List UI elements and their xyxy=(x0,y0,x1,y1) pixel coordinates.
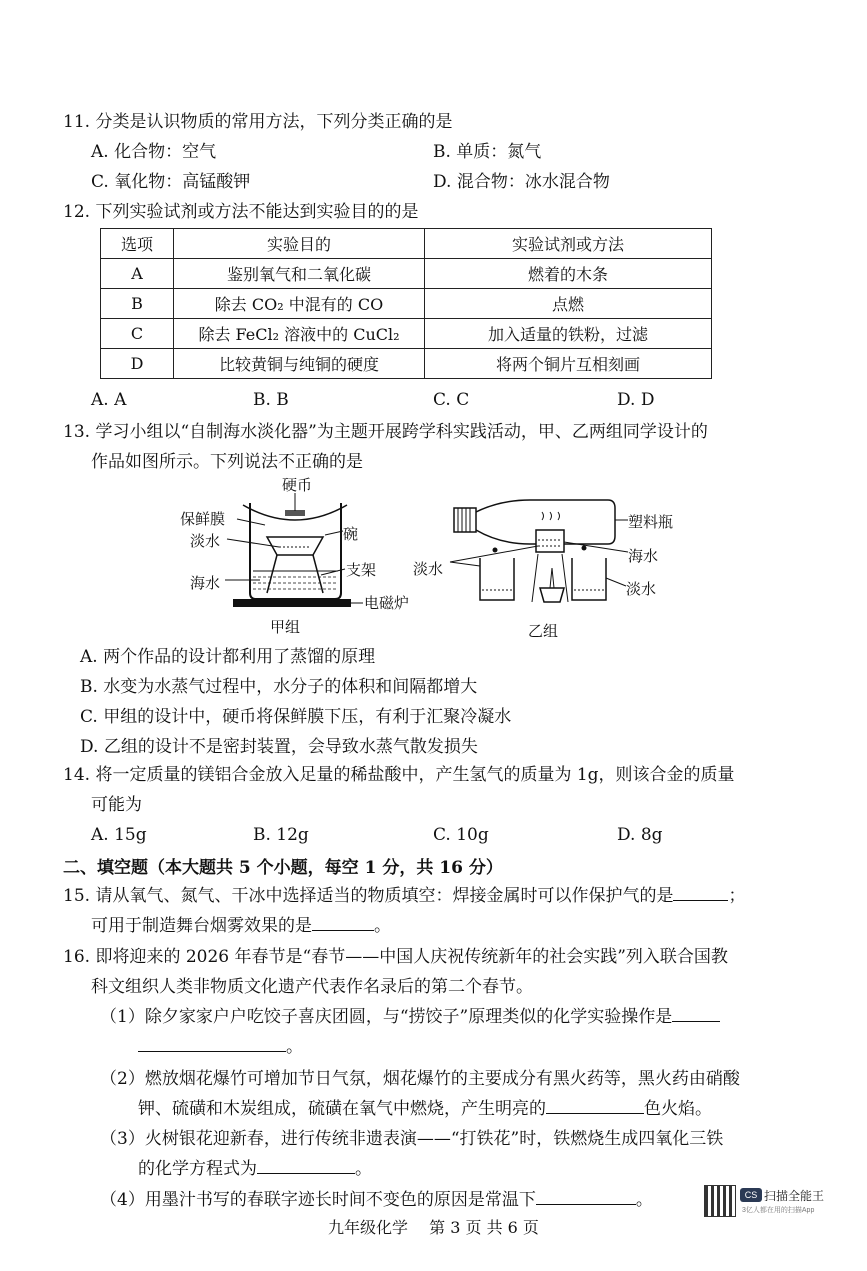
yi-label-bottle: 塑料瓶 xyxy=(628,513,674,531)
cell-option: D xyxy=(101,349,174,379)
q16-part1-text: （1）除夕家家户户吃饺子喜庆团圆，与“捞饺子”原理类似的化学实验操作是 xyxy=(100,1007,673,1027)
yi-label-fresh-left: 淡水 xyxy=(413,560,444,578)
table-header-row xyxy=(101,229,712,259)
q12-option-a: A. A xyxy=(91,390,127,410)
q11-option-a: A. 化合物：空气 xyxy=(91,142,217,162)
q12-option-d: D. D xyxy=(617,390,655,410)
q12-table xyxy=(100,228,712,379)
watermark-brand: 扫描全能王 xyxy=(764,1189,825,1203)
q14-stem-line2: 可能为 xyxy=(91,795,142,815)
answer-blank[interactable] xyxy=(138,1035,286,1052)
cell-method: 点燃 xyxy=(425,289,712,319)
q16-part3-cont xyxy=(138,1157,372,1181)
q12-stem: 12. 下列实验试剂或方法不能达到实验目的的是 xyxy=(63,202,419,222)
cell-option: A xyxy=(101,259,174,289)
section-title-fill-in: 二、填空题（本大题共 5 个小题，每空 1 分，共 16 分） xyxy=(63,858,503,878)
q16-part2-text: 钾、硫磺和木炭组成，硫磺在氧气中燃烧，产生明亮的 xyxy=(138,1099,546,1119)
q16-part4-text: （4）用墨汁书写的春联字迹长时间不变色的原因是常温下 xyxy=(100,1190,536,1210)
q14-stem-line1: 14. 将一定质量的镁铝合金放入足量的稀盐酸中，产生氢气的质量为 1g，则该合金的质量 xyxy=(63,765,735,785)
q16-part3: （3）火树银花迎新春，进行传统非遗表演——“打铁花”时，铁燃烧生成四氧化三铁 xyxy=(100,1129,724,1149)
q11-option-d: D. 混合物：冰水混合物 xyxy=(433,172,610,192)
q12-option-c: C. C xyxy=(433,390,470,410)
table-row xyxy=(101,349,712,379)
q16-line1: 16. 即将迎来的 2026 年春节是“春节——中国人庆祝传统新年的社会实践”列入联合国教 xyxy=(63,947,728,967)
q13-option-d: D. 乙组的设计不是密封装置，会导致水蒸气散发损失 xyxy=(80,737,478,757)
cell-purpose: 除去 FeCl₂ 溶液中的 CuCl₂ xyxy=(174,319,425,349)
sea-container xyxy=(536,530,564,552)
cell-purpose: 比较黄铜与纯铜的硬度 xyxy=(174,349,425,379)
q14-option-b: B. 12g xyxy=(253,825,309,845)
q15-text: 15. 请从氧气、氮气、干冰中选择适当的物质填空：焊接金属时可以作保护气的是 xyxy=(63,886,674,906)
q15-punct: ； xyxy=(728,886,746,906)
answer-blank[interactable] xyxy=(673,884,728,901)
q13-option-a: A. 两个作品的设计都利用了蒸馏的原理 xyxy=(80,647,376,667)
q13-option-c: C. 甲组的设计中，硬币将保鲜膜下压，有利于汇聚冷凝水 xyxy=(80,707,512,727)
q16-part2: （2）燃放烟花爆竹可增加节日气氛，烟花爆竹的主要成分有黑火药等，黑火药由硝酸 xyxy=(100,1069,740,1089)
jia-label-film: 保鲜膜 xyxy=(180,510,226,528)
answer-blank[interactable] xyxy=(257,1157,355,1174)
cell-purpose: 鉴别氧气和二氧化碳 xyxy=(174,259,425,289)
jia-label-bowl: 碗 xyxy=(343,525,359,543)
stand-leg-left xyxy=(267,555,277,593)
header-purpose: 实验目的 xyxy=(174,229,425,259)
answer-blank[interactable] xyxy=(672,1005,720,1022)
jia-label-stand: 支架 xyxy=(346,561,377,579)
q16-part4 xyxy=(100,1188,653,1212)
cell-method: 燃着的木条 xyxy=(425,259,712,289)
q15-text2: 可用于制造舞台烟雾效果的是 xyxy=(91,916,312,936)
q16-part1-punct: 。 xyxy=(286,1037,303,1057)
q13-stem-line2: 作品如图所示。下列说法不正确的是 xyxy=(91,452,363,472)
q16-part2-cont xyxy=(138,1097,712,1121)
page-footer: 九年级化学 第 3 页 共 6 页 xyxy=(328,1218,539,1237)
yi-label-fresh-right: 淡水 xyxy=(626,580,657,598)
jia-caption: 甲组 xyxy=(270,618,301,636)
header-method: 实验试剂或方法 xyxy=(425,229,712,259)
q15-line1 xyxy=(63,884,745,908)
q13-stem-line1: 13. 学习小组以“自制海水淡化器”为主题开展跨学科实践活动，甲、乙两组同学设计的 xyxy=(63,422,708,442)
q11-option-c: C. 氧化物：高锰酸钾 xyxy=(91,172,251,192)
table-row xyxy=(101,259,712,289)
q14-option-c: C. 10g xyxy=(433,825,489,845)
q16-part1 xyxy=(100,1005,720,1029)
q16-part1-cont xyxy=(138,1035,303,1059)
stove-shape xyxy=(233,599,351,607)
right-cup xyxy=(572,558,606,600)
qr-code-icon xyxy=(704,1185,736,1217)
yi-label-sea: 海水 xyxy=(628,547,659,565)
q16-part4-punct: 。 xyxy=(635,1190,653,1210)
q11-stem: 11. 分类是认识物质的常用方法，下列分类正确的是 xyxy=(63,112,453,132)
stand-leg-right xyxy=(313,555,323,593)
cell-method: 加入适量的铁粉，过滤 xyxy=(425,319,712,349)
q14-option-a: A. 15g xyxy=(91,825,147,845)
q15-line2 xyxy=(91,914,391,938)
header-option: 选项 xyxy=(101,229,174,259)
cell-method: 将两个铜片互相刻画 xyxy=(425,349,712,379)
cap-shape xyxy=(454,508,476,532)
cell-option: B xyxy=(101,289,174,319)
q11-option-b: B. 单质：氮气 xyxy=(433,142,542,162)
left-cup xyxy=(480,558,514,600)
q14-option-d: D. 8g xyxy=(617,825,663,845)
jia-label-fresh: 淡水 xyxy=(190,532,221,550)
jia-label-sea: 海水 xyxy=(190,574,221,592)
cs-logo-icon: CS xyxy=(740,1188,762,1202)
q16-part3-punct: 。 xyxy=(355,1159,372,1179)
q12-option-b: B. B xyxy=(253,390,289,410)
watermark-sub: 3亿人都在用的扫描App xyxy=(742,1207,815,1214)
q16-part3-text: 的化学方程式为 xyxy=(138,1159,257,1179)
q16-line2: 科文组织人类非物质文化遗产代表作名录后的第二个春节。 xyxy=(91,977,533,997)
jia-label-coin: 硬币 xyxy=(282,476,313,494)
answer-blank[interactable] xyxy=(312,914,374,931)
lamp-shape xyxy=(540,588,564,602)
jia-label-stove: 电磁炉 xyxy=(364,594,410,612)
answer-blank[interactable] xyxy=(536,1188,636,1205)
q16-part2-end: 色火焰。 xyxy=(644,1099,712,1119)
table-row xyxy=(101,289,712,319)
table-row xyxy=(101,319,712,349)
q13-option-b: B. 水变为水蒸气过程中，水分子的体积和间隔都增大 xyxy=(80,677,478,697)
cell-option: C xyxy=(101,319,174,349)
q15-punct2: 。 xyxy=(374,916,391,936)
answer-blank[interactable] xyxy=(546,1097,644,1114)
figure-yi xyxy=(440,490,640,620)
yi-caption: 乙组 xyxy=(528,622,559,640)
cell-purpose: 除去 CO₂ 中混有的 CO xyxy=(174,289,425,319)
